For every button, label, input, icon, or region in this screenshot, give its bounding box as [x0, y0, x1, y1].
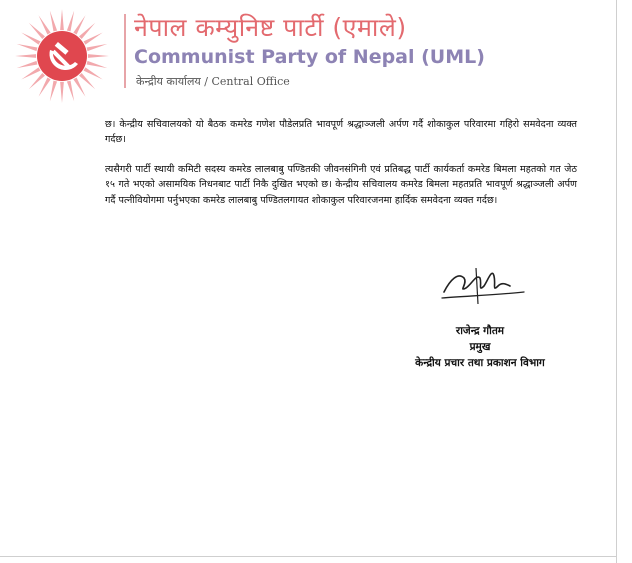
handwritten-signature-icon: [436, 262, 526, 312]
signature-block: [380, 323, 580, 371]
page-edge-bottom: [0, 556, 617, 557]
signatory-name: राजेन्द्र गौतम: [455, 325, 505, 337]
party-name-english: Communist Party of Nepal (UML): [134, 46, 485, 68]
office-line: [136, 74, 290, 89]
signatory-department: केन्द्रीय प्रचार तथा प्रकाशन विभाग: [415, 357, 545, 369]
body-paragraph-1: छ। केन्द्रीय सचिवालयको यो बैठक कमरेड गणेश पौडेलप्रति भावपूर्ण श्रद्धाञ्जली अर्पण गर्दै शोकाकुल परिवारमा गहिरो समवेदना व्यक्त गर्दछ।: [105, 118, 577, 146]
office-separator: /: [200, 75, 212, 88]
signatory-designation: प्रमुख: [469, 341, 491, 353]
page-edge-right: [616, 0, 617, 563]
party-name-nepali: नेपाल कम्युनिष्ट पार्टी (एमाले): [134, 13, 407, 42]
body-paragraph-2: त्यसैगरी पार्टी स्थायी कमिटी सदस्य कमरेड लालबाबु पण्डितकी जीवनसंगिनी एवं प्रतिबद्ध पार्टी कार्यकर्ता कमरेड बिमला महतको गत जेठ १५ गते भएको असामयिक निधनबाट पार्टी निकै दुखित भएको छ। केन्द्रीय सचिवालय कमरेड बिमला महतप्रति भावपूर्ण श्रद्धाञ्जली अर्पण गर्दै पत्नीवियोगमा पर्नुभएका कमरेड लालबाबु पण्डितलगायत शोकाकुल परिवारजनमा हार्दिक समवेदना व्यक्त गर्दछ।: [105, 163, 577, 206]
office-nepali: केन्द्रीय कार्यालय: [136, 75, 201, 88]
header-divider: [124, 14, 126, 88]
hammer-sickle-sun-emblem-icon: [14, 8, 110, 104]
office-english: Central Office: [211, 75, 290, 88]
